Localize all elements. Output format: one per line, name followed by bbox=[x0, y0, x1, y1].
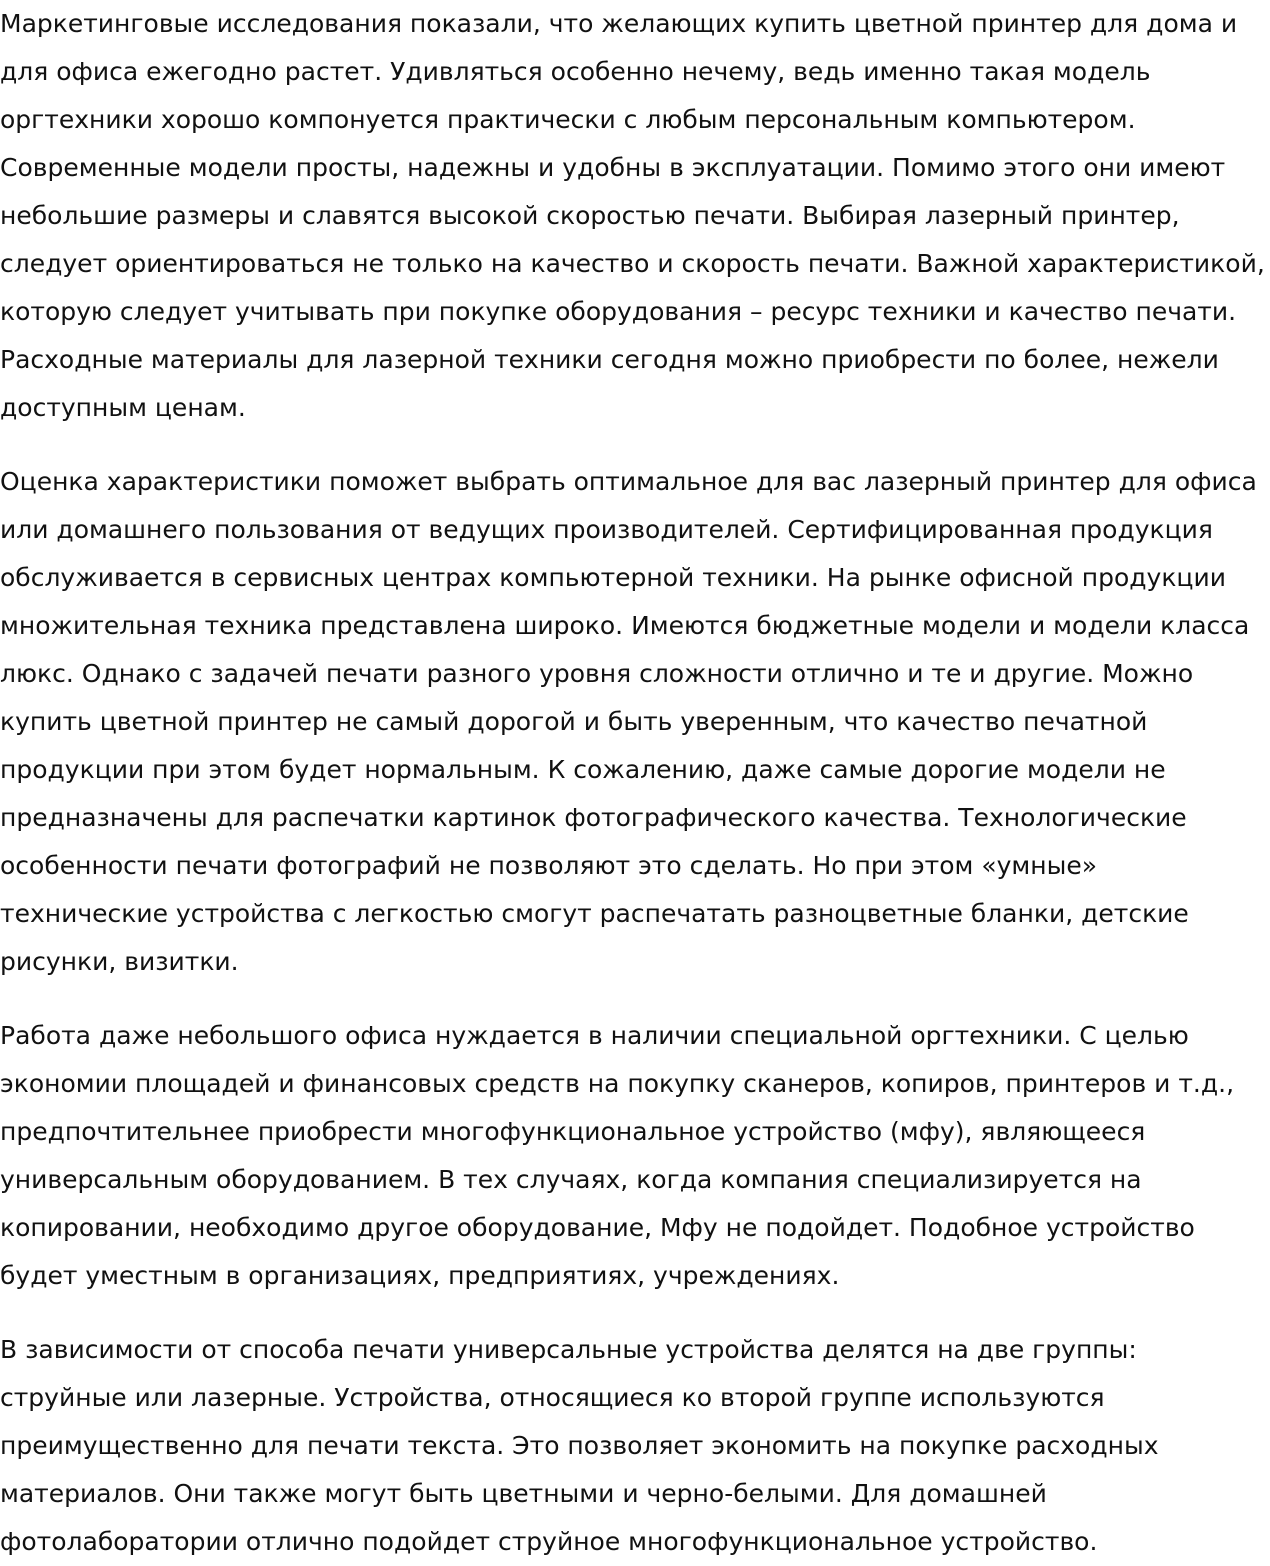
paragraph-printer-demand: Маркетинговые исследования показали, что желающих купить цветной принтер для дома и для офиса ежегодно растет. Удивляться особенно нечему, ведь именно такая модель оргтехники хорошо компонуется практически с любым персональным компьютером. Современные модели просты, надежны и удобны в эксплуатации. Помимо этого они имеют небольшие размеры и славятся высокой скоростью печати. Выбирая лазерный принтер, следует ориентироваться не только на качество и скорость печати. Важной характеристикой, которую следует учитывать при покупке оборудования – ресурс техники и качество печати. Расходные материалы для лазерной техники сегодня можно приобрести по более, нежели доступным ценам. bbox=[0, 9, 1265, 422]
paragraph-mfu-office: Работа даже небольшого офиса нуждается в наличии специальной оргтехники. С целью экономии площадей и финансовых средств на покупку сканеров, копиров, принтеров и т.д., предпочтительнее приобрести многофункциональное устройство (мфу), являющееся универсальным оборудованием. В тех случаях, когда компания специализируется на копировании, необходимо другое оборудование, Мфу не подойдет. Подобное устройство будет уместным в организациях, предприятиях, учреждениях. bbox=[0, 1021, 1235, 1290]
paragraph-printer-choice: Оценка характеристики поможет выбрать оптимальное для вас лазерный принтер для офиса или домашнего пользования от ведущих производителей. Сертифицированная продукция обслуживается в сервисных центрах компьютерной техники. На рынке офисной продукции множительная техника представлена широко. Имеются бюджетные модели и модели класса люкс. Однако с задачей печати разного уровня сложности отлично и те и другие. Можно купить цветной принтер не самый дорогой и быть уверенным, что качество печатной продукции при этом будет нормальным. К сожалению, даже самые дорогие модели не предназначены для распечатки картинок фотографического качества. Технологические особенности печати фотографий не позволяют это сделать. Но при этом «умные» технические устройства с легкостью смогут распечатать разноцветные бланки, детские рисунки, визитки. bbox=[0, 467, 1257, 976]
paragraph-print-methods: В зависимости от способа печати универсальные устройства делятся на две группы: струйные или лазерные. Устройства, относящиеся ко второй группе используются преимущественно для печати текста. Это позволяет экономить на покупке расходных материалов. Они также могут быть цветными и черно-белыми. Для домашней фотолаборатории отлично подойдет струйное многофункциональное устройство. bbox=[0, 1335, 1159, 1556]
